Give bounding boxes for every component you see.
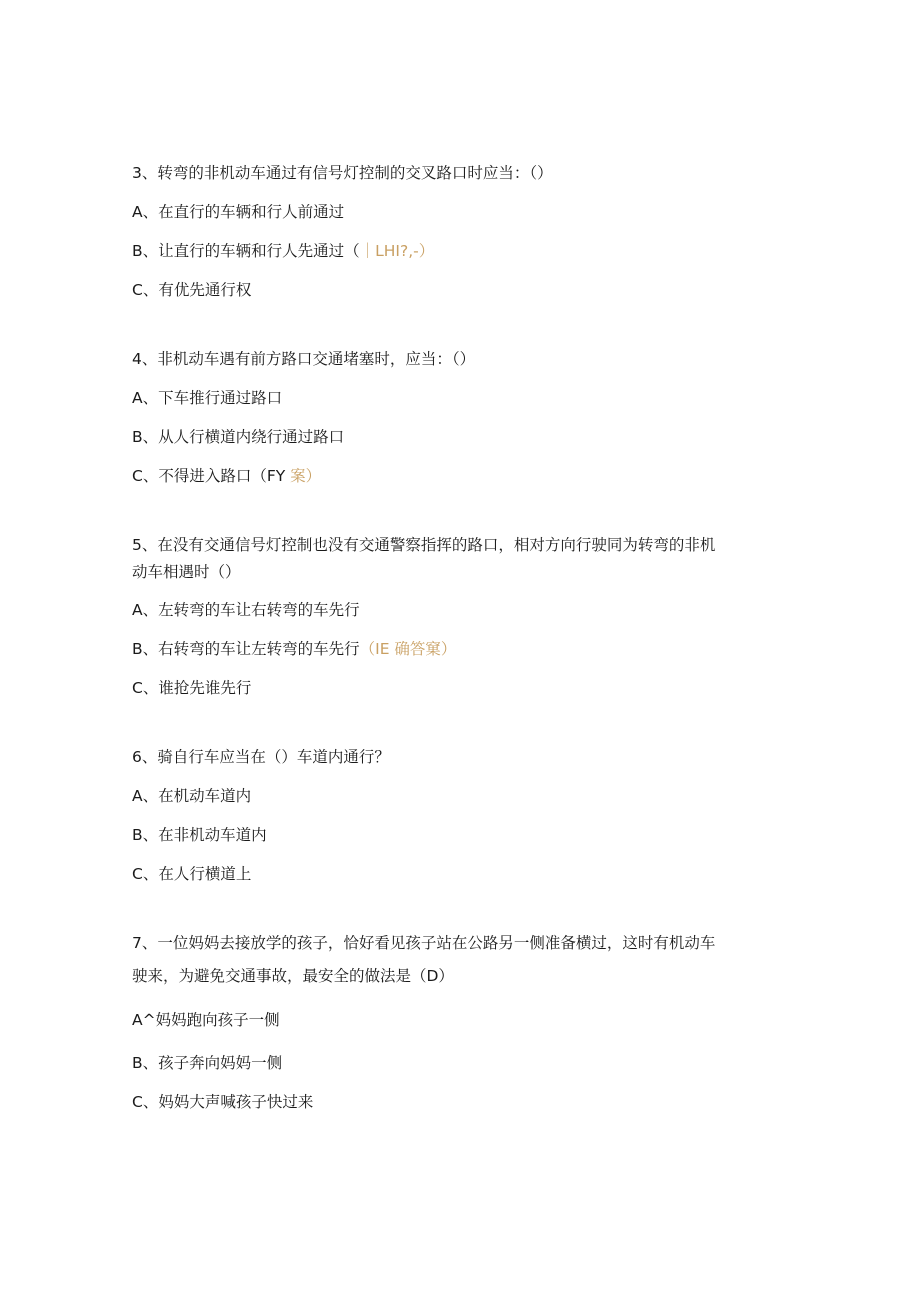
question-3-option-c: C、有优先通行权 [132, 281, 252, 299]
question-6-stem: 6、骑自行车应当在（）车道内通行？ [132, 748, 390, 766]
answer-mark: 案） [290, 467, 322, 485]
question-5-stem-line-1: 5、在没有交通信号灯控制也没有交通警察指挥的路口，相对方向行驶同为转弯的非机 [132, 536, 716, 554]
question-7-option-c: C、妈妈大声喊孩子快过来 [132, 1093, 314, 1111]
question-7-stem-line-2: 驶来，为避免交通事故，最安全的做法是（D） [132, 967, 454, 985]
question-5-option-b: B、右转弯的车让左转弯的车先行（IE 确答窠） [132, 640, 457, 658]
question-7-option-a: A^妈妈跑向孩子一侧 [132, 1011, 280, 1029]
question-4-option-b: B、从人行横道内绕行通过路口 [132, 428, 345, 446]
question-4-option-c: C、不得进入路口（FY 案） [132, 467, 322, 485]
question-5-stem-line-2: 动车相遇时（） [132, 563, 241, 581]
answer-mark: ｜LHI?,-） [359, 242, 435, 260]
question-5-option-c: C、谁抢先谁先行 [132, 679, 252, 697]
question-3-stem: 3、转弯的非机动车通过有信号灯控制的交叉路口时应当：（） [132, 164, 553, 182]
question-5-option-a: A、左转弯的车让右转弯的车先行 [132, 601, 360, 619]
question-3-option-a: A、在直行的车辆和行人前通过 [132, 203, 345, 221]
answer-mark: （IE 确答窠） [359, 640, 457, 658]
question-3-option-b: B、让直行的车辆和行人先通过（｜LHI?,-） [132, 242, 435, 260]
question-7-stem-line-1: 7、一位妈妈去接放学的孩子，恰好看见孩子站在公路另一侧准备横过，这时有机动车 [132, 934, 716, 952]
question-6-option-a: A、在机动车道内 [132, 787, 252, 805]
question-7-option-b: B、孩子奔向妈妈一侧 [132, 1054, 283, 1072]
question-6-option-c: C、在人行横道上 [132, 865, 252, 883]
question-4-option-a: A、下车推行通过路口 [132, 389, 283, 407]
question-6-option-b: B、在非机动车道内 [132, 826, 267, 844]
question-4-stem: 4、非机动车遇有前方路口交通堵塞时，应当：（） [132, 350, 476, 368]
